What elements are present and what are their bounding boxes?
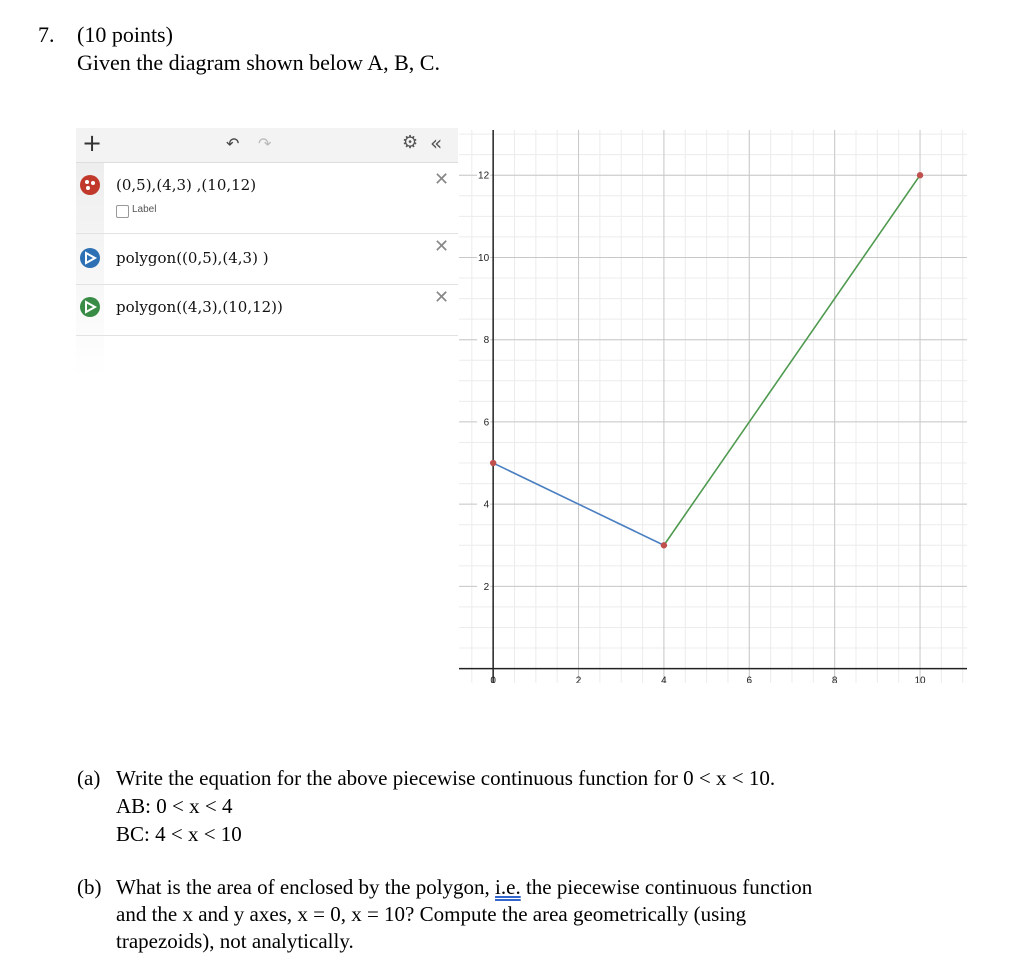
y-tick-label: 2 <box>483 581 490 593</box>
part-b-label: (b) <box>77 875 102 899</box>
part-a-bc: BC: 4 < x < 10 <box>116 822 242 846</box>
expression-row-points[interactable] <box>76 163 458 234</box>
x-tick-label: 2 <box>575 675 582 683</box>
points-icon[interactable] <box>80 175 100 195</box>
part-b-line1 <box>116 875 812 900</box>
question-number: 7. <box>38 22 55 47</box>
delete-icon[interactable]: ✕ <box>434 287 450 308</box>
y-tick-label: 8 <box>483 335 490 347</box>
label-checkbox[interactable] <box>116 205 129 218</box>
part-b-line3: trapezoids), not analytically. <box>116 929 354 953</box>
collapse-icon[interactable]: « <box>430 131 443 155</box>
y-tick-label: 4 <box>483 499 490 511</box>
y-tick-label: 6 <box>483 417 490 429</box>
graph-canvas[interactable] <box>459 130 967 683</box>
expression-text[interactable]: polygon((4,3),(10,12)) <box>116 298 283 316</box>
x-tick-label: 8 <box>831 675 838 683</box>
expression-text[interactable]: polygon((0,5),(4,3) ) <box>116 249 269 267</box>
y-tick-label: 12 <box>478 170 490 182</box>
delete-icon[interactable]: ✕ <box>434 236 450 257</box>
expression-row-polygon-bc[interactable] <box>76 285 458 336</box>
part-a-ab: AB: 0 < x < 4 <box>116 794 233 818</box>
panel-toolbar <box>76 128 458 163</box>
part-a-text: Write the equation for the above piecewise continuous function for 0 < x < 10. <box>116 766 776 790</box>
x-tick-label: 0 <box>490 675 496 683</box>
expression-row-polygon-ab[interactable] <box>76 234 458 285</box>
part-b-line1-pre: What is the area of enclosed by the polygon, <box>116 875 490 899</box>
polygon-icon[interactable] <box>80 297 100 317</box>
expression-panel <box>76 128 458 378</box>
redo-icon[interactable]: ↷ <box>258 134 272 153</box>
gear-icon[interactable]: ⚙ <box>402 132 419 153</box>
x-tick-label: 4 <box>661 675 667 683</box>
data-point[interactable] <box>661 542 667 548</box>
data-point[interactable] <box>490 460 496 466</box>
question-statement: Given the diagram shown below A, B, C. <box>77 50 440 75</box>
x-tick-label: 6 <box>746 675 753 683</box>
part-a-label: (a) <box>77 766 101 790</box>
undo-icon[interactable]: ↶ <box>226 134 240 153</box>
delete-icon[interactable]: ✕ <box>434 169 450 190</box>
data-point[interactable] <box>917 172 923 178</box>
question-points: (10 points) <box>77 22 173 47</box>
add-icon[interactable]: + <box>82 129 103 157</box>
part-b-ie: i.e. <box>495 875 521 899</box>
expression-text[interactable]: (0,5),(4,3) ,(10,12) <box>116 176 257 194</box>
part-b-line2: and the x and y axes, x = 0, x = 10? Compute the area geometrically (using <box>116 902 747 926</box>
polygon-icon[interactable] <box>80 248 100 268</box>
x-tick-label: 10 <box>914 675 926 683</box>
part-b-line1-post: the piecewise continuous function <box>525 875 813 899</box>
label-checkbox-text: Label <box>132 204 157 215</box>
y-tick-label: 10 <box>478 252 490 264</box>
